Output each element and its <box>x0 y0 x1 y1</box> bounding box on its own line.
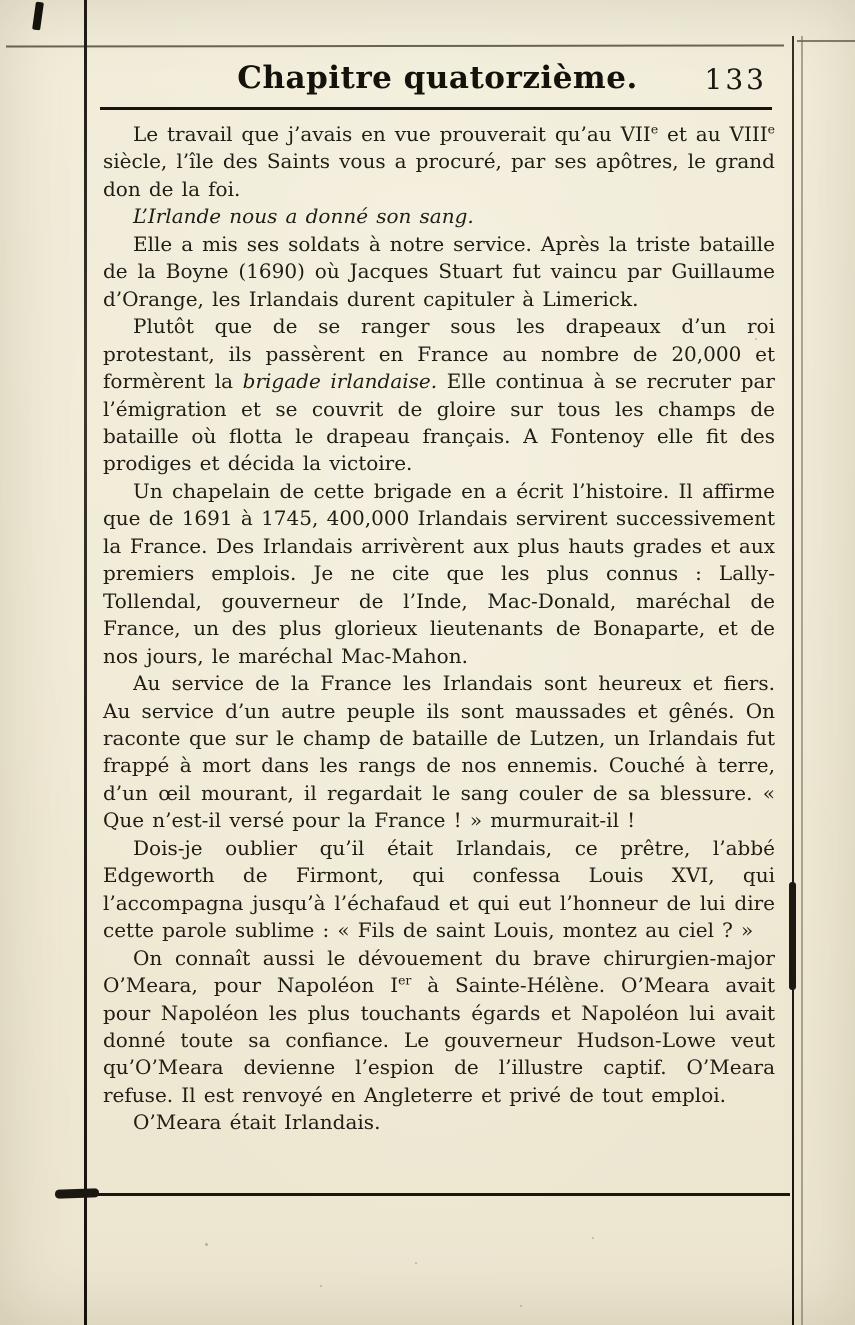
body-text <box>103 121 775 1137</box>
scan-speck <box>320 1285 322 1287</box>
italic-text: L’Irlande nous a donné son sang. <box>133 204 474 229</box>
text-run: Elle a mis ses soldats à notre service. Après la triste bataille de la Boyne (1690) où Jacques Stuart fut vaincu par Guillaume d’Orange, les Irlandais durent capituler à Limerick. <box>103 231 775 311</box>
page-number: 133 <box>704 63 767 96</box>
scan-top-edge-line-right <box>797 40 855 42</box>
superscript-text: e <box>767 121 775 137</box>
scan-speck <box>415 1262 417 1264</box>
chapter-title: Chapitre quatorzième. <box>237 60 638 96</box>
bottom-rule-ink-blotch <box>55 1188 99 1199</box>
scan-speck <box>205 1243 208 1246</box>
paragraph <box>103 835 775 945</box>
text-run: siècle, l’île des Saints vous a procuré, par ses apôtres, le grand don de la foi. <box>103 149 775 201</box>
paragraph <box>103 231 775 313</box>
scan-top-edge-line <box>6 44 784 47</box>
scan-speck <box>592 1237 594 1239</box>
text-run: On connaît aussi le dévouement du brave chirurgien-major O’Meara, pour Napoléon I <box>103 945 775 998</box>
scan-speck <box>520 1305 522 1307</box>
header-rule <box>100 107 772 110</box>
text-run: Plutôt que de se ranger sous les drapeaux d’un roi protestant, ils passèrent en France au nombre de 20,000 et formèrent la <box>103 314 775 394</box>
page-header <box>100 60 775 106</box>
left-page-border <box>84 0 87 1325</box>
paragraph <box>103 478 775 670</box>
text-run: O’Meara était Irlandais. <box>133 1110 381 1135</box>
text-run: à Sainte-Hélène. O’Meara avait pour Napoléon les plus touchants égards et Napoléon lui avait donné toute sa confiance. Le gouverneur Hudson-Lowe veut qu’O’Meara devienne l’espion de l’illustre captif. O’Meara refuse. Il est renvoyé en Angleterre et privé de tout emploi. <box>103 973 775 1107</box>
right-page-border <box>792 36 794 1325</box>
superscript-text: er <box>398 972 412 988</box>
paragraph <box>103 121 775 203</box>
text-run: Un chapelain de cette brigade en a écrit l’histoire. Il affirme que de 1691 à 1745, 400,000 Irlandais servirent successivement la France. Des Irlandais arrivèrent aux plus hauts grades et aux premiers emplois. Je ne cite que les plus connus : Lally-Tollendal, gouverneur de l’Inde, Mac-Donald, maréchal de France, un des plus glorieux lieutenants de Bonaparte, et de nos jours, le maréchal Mac-Mahon. <box>103 478 775 668</box>
paragraph <box>103 670 775 835</box>
bottom-rule <box>95 1193 790 1196</box>
scan-speck <box>755 338 757 340</box>
italic-text: brigade irlandaise. <box>242 369 438 394</box>
text-run: Le travail que j’avais en vue prouverait qu’au VII <box>133 122 651 146</box>
paragraph <box>103 945 775 1110</box>
paragraph <box>103 1109 775 1136</box>
right-border-ink-blotch <box>789 882 796 990</box>
text-run: Dois-je oublier qu’il était Irlandais, ce prêtre, l’abbé Edgeworth de Firmont, qui confessa Louis XVI, qui l’accompagna jusqu’à l’échafaud et qui eut l’honneur de lui dire cette parole sublime : « Fils de saint Louis, montez au ciel ? » <box>103 835 775 943</box>
scan-corner-mark <box>32 2 44 31</box>
superscript-text: e <box>650 121 659 137</box>
text-run: Elle continua à se recruter par l’émigration et se couvrit de gloire sur tous les champs de bataille où flotta le drapeau français. A Fontenoy elle fit des prodiges et décida la victoire. <box>103 369 775 476</box>
text-run: Au service de la France les Irlandais sont heureux et fiers. Au service d’un autre peuple ils sont maussades et gênés. On raconte que sur le champ de bataille de Lutzen, un Irlandais fut frappé à mort dans les rangs de nos ennemis. Couché à terre, d’un œil mourant, il regardait le sang couler de sa blessure. « Que n’est-il versé pour la France ! » murmurait-il ! <box>103 671 775 833</box>
right-page-border-outer <box>801 36 803 1325</box>
paragraph <box>103 313 775 478</box>
text-run: et au VIII <box>658 122 768 146</box>
paragraph <box>103 203 775 230</box>
